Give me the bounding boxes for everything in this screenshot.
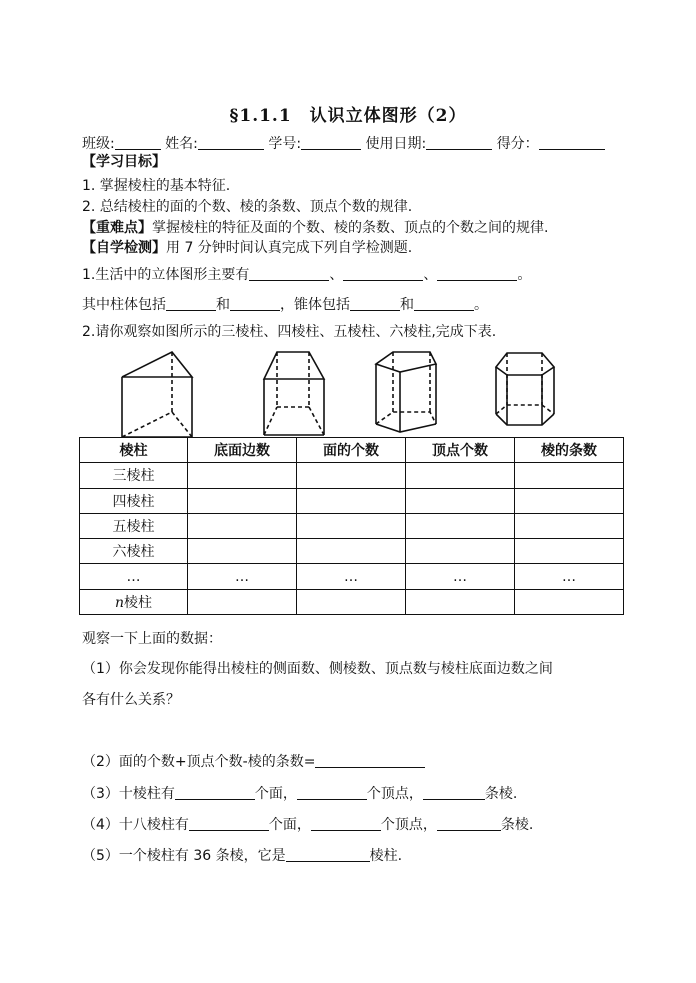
observe-item-1-line-1: （1）你会发现你能得出棱柱的侧面数、侧棱数、顶点数与棱柱底面边数之间 [82, 661, 553, 677]
name-blank [198, 135, 264, 150]
student-number-label: 学号: [268, 136, 302, 152]
quadrangular-prism-figure [264, 352, 324, 435]
question-1-text: 1.生活中的立体图形主要有 [82, 267, 250, 283]
observe-item-5-text: 棱柱. [369, 848, 403, 864]
observe-item-1-line-2: 各有什么关系？ [82, 692, 180, 708]
score-label: 得分： [496, 136, 539, 152]
prism-name-cell: 四棱柱 [80, 488, 188, 513]
table-row [80, 488, 624, 513]
answer-cell[interactable] [406, 488, 515, 513]
table-row [80, 589, 624, 614]
answer-blank [315, 753, 425, 768]
answer-blank [175, 785, 255, 800]
answer-blank [414, 296, 474, 311]
answer-cell[interactable] [406, 589, 515, 614]
answer-cell[interactable] [515, 463, 624, 488]
self-check-row [82, 238, 412, 258]
observe-item-5-text: （5）一个棱柱有 36 条棱，它是 [82, 848, 286, 864]
date-blank [426, 135, 492, 150]
question-1-text: 和 [400, 297, 414, 313]
answer-cell[interactable] [515, 513, 624, 538]
date-label: 使用日期: [365, 136, 427, 152]
table-header-cell: 棱的条数 [515, 438, 624, 463]
table-header-cell: 棱柱 [80, 438, 188, 463]
answer-blank [437, 816, 501, 831]
ellipsis-cell: … [80, 564, 188, 589]
observe-item-4-text: 条棱. [500, 817, 534, 833]
table-row [80, 463, 624, 488]
student-number-blank [301, 135, 361, 150]
prism-figures [100, 345, 640, 440]
observe-item-2 [82, 752, 425, 772]
prism-name-cell: 三棱柱 [80, 463, 188, 488]
objectives-heading: 【学习目标】 [82, 154, 166, 170]
answer-cell[interactable] [188, 513, 297, 538]
objective-item-2: 2. 总结棱柱的面的个数、棱的条数、顶点个数的规律. [82, 199, 413, 215]
answer-blank [343, 266, 423, 281]
observe-intro: 观察一下上面的数据： [82, 631, 222, 647]
question-1 [82, 265, 531, 285]
hexagonal-prism-figure [496, 353, 554, 425]
answer-cell[interactable] [406, 463, 515, 488]
key-points-text: 掌握棱柱的特征及面的个数、棱的条数、顶点的个数之间的规律. [152, 220, 549, 236]
student-info-row [82, 134, 605, 154]
n-variable: n [114, 594, 125, 611]
observe-item-3-text: 个顶点， [366, 786, 423, 802]
answer-blank [189, 816, 269, 831]
answer-cell[interactable] [515, 488, 624, 513]
table-row [80, 513, 624, 538]
prism-name-suffix: 棱柱 [124, 594, 153, 611]
observe-item-4-text: 个顶点， [380, 817, 437, 833]
observe-item-2-text: （2）面的个数+顶点个数-棱的条数= [82, 754, 316, 770]
observe-item-3-text: （3）十棱柱有 [82, 786, 175, 802]
key-points-label: 【重难点】 [82, 220, 152, 236]
answer-cell[interactable] [297, 513, 406, 538]
answer-cell[interactable] [406, 513, 515, 538]
answer-blank [166, 296, 216, 311]
observe-item-3 [82, 784, 517, 804]
observe-item-3-text: 条棱. [484, 786, 518, 802]
answer-blank [311, 816, 381, 831]
table-header-cell: 面的个数 [297, 438, 406, 463]
observe-item-4-text: （4）十八棱柱有 [82, 817, 189, 833]
question-1-line-2 [82, 295, 488, 315]
answer-cell[interactable] [515, 589, 624, 614]
answer-cell[interactable] [188, 488, 297, 513]
answer-blank [230, 296, 280, 311]
page-title: §1.1.1 认识立体图形（2） [229, 106, 467, 126]
answer-cell[interactable] [188, 589, 297, 614]
question-1-text: 其中柱体包括 [82, 297, 166, 313]
ellipsis-cell: … [188, 564, 297, 589]
prism-name-cell: 六棱柱 [80, 539, 188, 564]
answer-cell[interactable] [406, 539, 515, 564]
prism-name-cell [80, 589, 188, 614]
question-1-text: 和 [216, 297, 230, 313]
prism-name-cell: 五棱柱 [80, 513, 188, 538]
answer-cell[interactable] [297, 539, 406, 564]
score-blank [539, 135, 605, 150]
observe-item-4 [82, 815, 533, 835]
table-row [80, 564, 624, 589]
prism-table [79, 437, 624, 615]
table-header-cell: 顶点个数 [406, 438, 515, 463]
objective-item-1: 1. 掌握棱柱的基本特征. [82, 178, 231, 194]
self-check-label: 【自学检测】 [82, 240, 166, 256]
answer-blank [350, 296, 400, 311]
class-blank [115, 135, 161, 150]
answer-cell[interactable] [188, 539, 297, 564]
ellipsis-cell: … [297, 564, 406, 589]
answer-blank [423, 785, 485, 800]
question-2: 2.请你观察如图所示的三棱柱、四棱柱、五棱柱、六棱柱,完成下表. [82, 324, 497, 340]
answer-blank [437, 266, 517, 281]
question-1-text: ，锥体包括 [280, 297, 350, 313]
separator: 、 [329, 267, 344, 283]
pentagonal-prism-figure [376, 352, 436, 432]
answer-blank [286, 847, 370, 862]
class-label: 班级: [82, 136, 115, 152]
answer-cell[interactable] [297, 589, 406, 614]
observe-item-4-text: 个面， [268, 817, 311, 833]
sentence-end: 。 [517, 267, 532, 283]
answer-blank [297, 785, 367, 800]
self-check-text: 用 7 分钟时间认真完成下列自学检测题. [166, 240, 413, 256]
table-row [80, 539, 624, 564]
table-header-cell: 底面边数 [188, 438, 297, 463]
name-label: 姓名: [165, 136, 198, 152]
answer-cell[interactable] [188, 463, 297, 488]
key-points-row [82, 218, 548, 238]
table-header-row [80, 438, 624, 463]
observe-item-5 [82, 846, 402, 866]
separator: 、 [423, 267, 438, 283]
answer-blank [249, 266, 329, 281]
observe-item-3-text: 个面， [254, 786, 297, 802]
triangular-prism-figure [122, 352, 192, 437]
answer-cell[interactable] [297, 488, 406, 513]
ellipsis-cell: … [515, 564, 624, 589]
answer-cell[interactable] [515, 539, 624, 564]
sentence-end: 。 [474, 297, 488, 313]
answer-cell[interactable] [297, 463, 406, 488]
ellipsis-cell: … [406, 564, 515, 589]
